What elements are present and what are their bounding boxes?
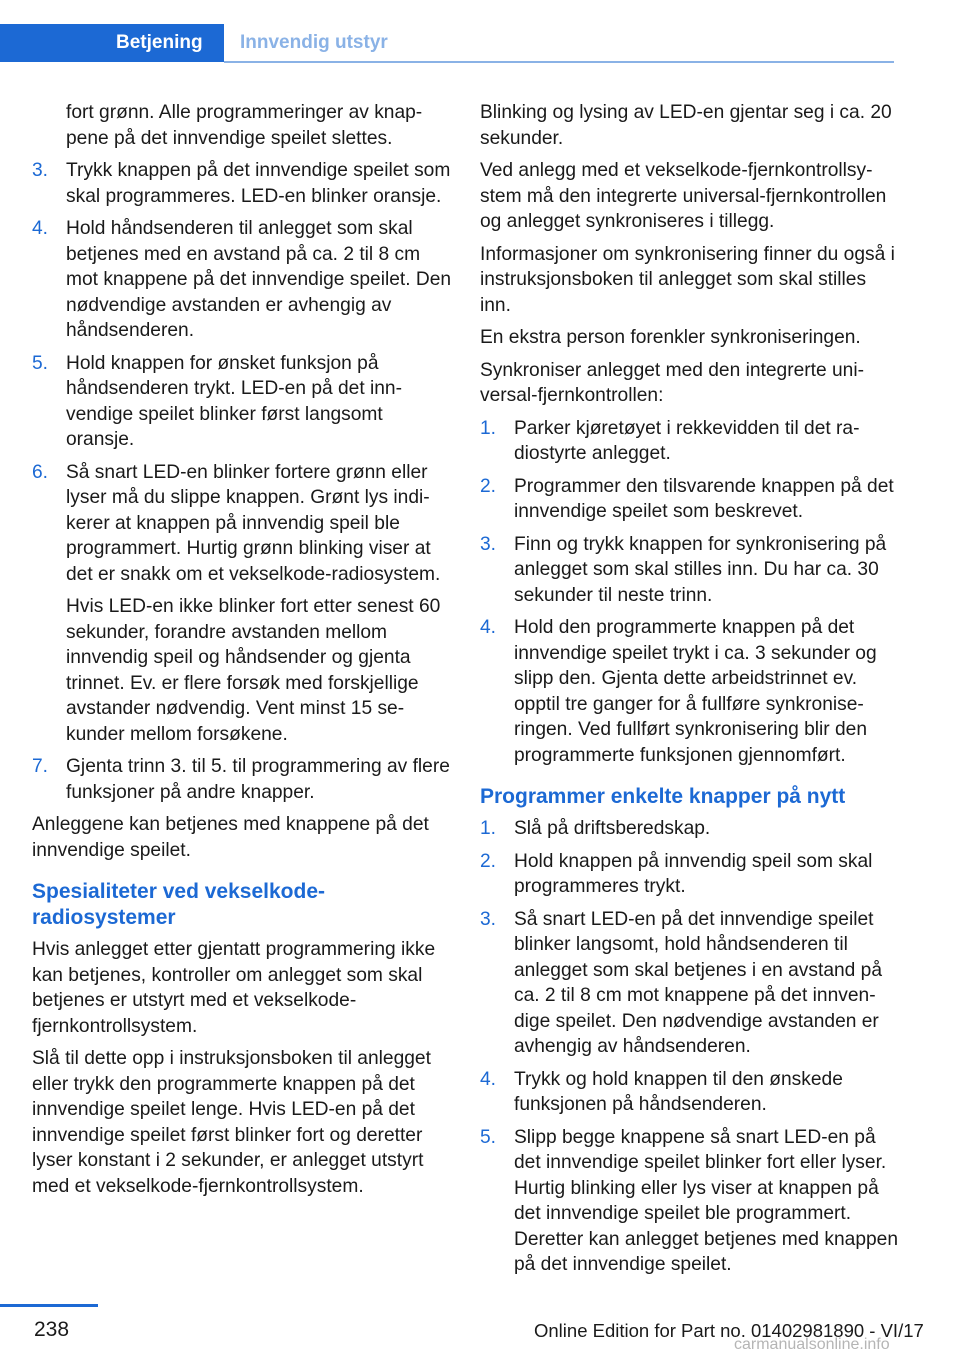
step-number: 5.	[32, 352, 49, 374]
section-heading: Programmer enkelte knapper på nytt	[480, 785, 846, 808]
list-item	[480, 849, 900, 900]
list-item	[480, 816, 900, 842]
step-text: Hold håndsenderen til anlegget som skal betjenes med en avstand på ca. 2 til 8 cm mot knappene på det innvendige speilet. Den nødvendige avstanden er avhengig av håndsenderen.	[66, 218, 452, 341]
list-item	[32, 158, 452, 209]
step-text: Programmer den tilsvarende knappen på det innvendige speilet som beskrevet.	[514, 475, 894, 522]
step-number: 2.	[480, 850, 497, 872]
paragraph: Informasjoner om synkronisering finner du også i instruksjonsboken til anlegget som skal stilles inn.	[480, 243, 895, 316]
step-number: 3.	[480, 533, 497, 555]
list-item	[480, 615, 900, 768]
step-text: Hold den programmerte knappen på det innvendige speilet trykt i ca. 3 sekunder og slipp den. Gjenta dette arbeidstrinnet ev. opptil tre ganger for å fullføre synkroniseringen. Ved fullført synkronisering blir den programmerte funksjonen gjennomført.	[514, 617, 877, 766]
step-number: 6.	[32, 461, 49, 483]
paragraph: Hvis anlegget etter gjentatt programmering ikke kan betjenes, kontroller om anlegget som skal betjenes er utstyrt med et vekselkodefjernkontrollsystem.	[32, 939, 436, 1037]
sync-steps-list	[480, 416, 900, 769]
step-text: Parker kjøretøyet i rekkevidden til det radiostyrte anlegget.	[514, 417, 860, 464]
footer-rule	[0, 1304, 98, 1307]
section-heading: Spesialiteter ved vekselkoderadiosystemer	[32, 880, 325, 929]
step-text: Trykk knappen på det innvendige speilet som skal programmeres. LED-en blinker oransje.	[66, 160, 451, 207]
header-subsection-tab: Innvendig utstyr	[240, 32, 388, 53]
step-text: Så snart LED-en blinker fortere grønn eller lyser må du slippe knappen. Grønt lys indikerer at knappen på innvendig speil ble programmert. Hurtig grønn blinking viser at det er snakk om et vekselkode-radiosystem.	[66, 461, 441, 585]
list-item	[32, 460, 452, 748]
left-column	[32, 100, 452, 1206]
paragraph: En ekstra person forenkler synkroniseringen.	[480, 327, 861, 348]
list-item	[32, 754, 452, 805]
step-number: 3.	[480, 908, 497, 930]
list-item	[480, 907, 900, 1060]
reprogram-steps-list	[480, 816, 900, 1278]
paragraph: Slå til dette opp i instruksjonsboken til anlegget eller trykk den programmerte knappen på det innvendige speilet lenge. Hvis LED-en på det innvendige speilet først blinker fort og deretter lyser konstant i 2 sekunder, er anlegget utstyrt med et vekselkode-fjernkontrollsystem.	[32, 1048, 431, 1197]
step-number: 4.	[480, 617, 497, 638]
paragraph: Anleggene kan betjenes med knappene på det innvendige speilet.	[32, 814, 429, 861]
step-text: Hold knappen på innvendig speil som skal programmeres trykt.	[514, 850, 873, 897]
step-number: 5.	[480, 1126, 497, 1148]
paragraph: Synkroniser anlegget med den integrerte universal-fjernkontrollen:	[480, 359, 864, 406]
paragraph: Ved anlegg med et vekselkode-fjernkontrollsystem må den integrerte universal-fjernkontrollen og anlegget synkroniseres i tillegg.	[480, 160, 887, 232]
paragraph: Blinking og lysing av LED-en gjentar seg i ca. 20 sekunder.	[480, 102, 892, 149]
step-note: Hvis LED-en ikke blinker fort etter senest 60 sekunder, forandre avstanden mellom innvendig speil og håndsender og gjenta trinnet. Ev. er flere forsøk med forskjellige avstander nødvendig. Vent minst 15 sekunder mellom forsøkene.	[66, 596, 441, 745]
right-column	[480, 100, 900, 1285]
step-text: Trykk og hold knappen til den ønskede funksjonen på håndsenderen.	[514, 1068, 843, 1115]
list-item	[32, 216, 452, 344]
step-text: Gjenta trinn 3. til 5. til programmering av flere funksjoner på andre knapper.	[66, 756, 450, 803]
step-number: 4.	[32, 218, 49, 239]
list-item	[480, 1067, 900, 1118]
list-item	[480, 416, 900, 467]
step-text: Slå på driftsberedskap.	[514, 818, 711, 839]
step-text: Så snart LED-en på det innvendige speilet blinker langsomt, hold håndsenderen til anlegget som skal betjenes i en avstand på ca. 2 til 8 cm mot knappene på det innvendige speilet. Den nødvendige avstanden er avhengig av håndsenderen.	[514, 908, 883, 1057]
intro-continuation: fort grønn. Alle programmeringer av knappene på det innvendige speilet slettes.	[66, 102, 423, 149]
watermark: carmanualsonline.info	[734, 1336, 890, 1353]
edition-note: Online Edition for Part no. 01402981890 - VI/17	[534, 1320, 924, 1341]
header-section-tab: Betjening	[0, 24, 224, 62]
programming-steps-list	[32, 158, 452, 805]
step-text: Hold knappen for ønsket funksjon på håndsenderen trykt. LED-en på det innvendige speilet blinker først langsomt oransje.	[66, 352, 402, 450]
step-text: Slipp begge knappene så snart LED-en på det innvendige speilet blinker fort eller lyser. Hurtig blinking eller lys viser at knappen på det innvendige speilet ble programmert. Deretter kan anlegget betjenes med knappen på det innvendige speilet.	[514, 1126, 899, 1275]
step-number: 7.	[32, 756, 49, 777]
page-number: 238	[34, 1318, 70, 1341]
header-rule	[224, 61, 894, 63]
list-item	[480, 532, 900, 609]
list-item	[480, 474, 900, 525]
list-item	[480, 1125, 900, 1278]
step-text: Finn og trykk knappen for synkronisering på anlegget som skal stilles inn. Du har ca. 30 sekunder til neste trinn.	[514, 533, 887, 606]
step-number: 1.	[480, 417, 497, 439]
step-number: 2.	[480, 475, 497, 497]
step-number: 1.	[480, 818, 497, 839]
step-number: 3.	[32, 160, 49, 181]
step-number: 4.	[480, 1068, 497, 1090]
list-item	[32, 351, 452, 453]
